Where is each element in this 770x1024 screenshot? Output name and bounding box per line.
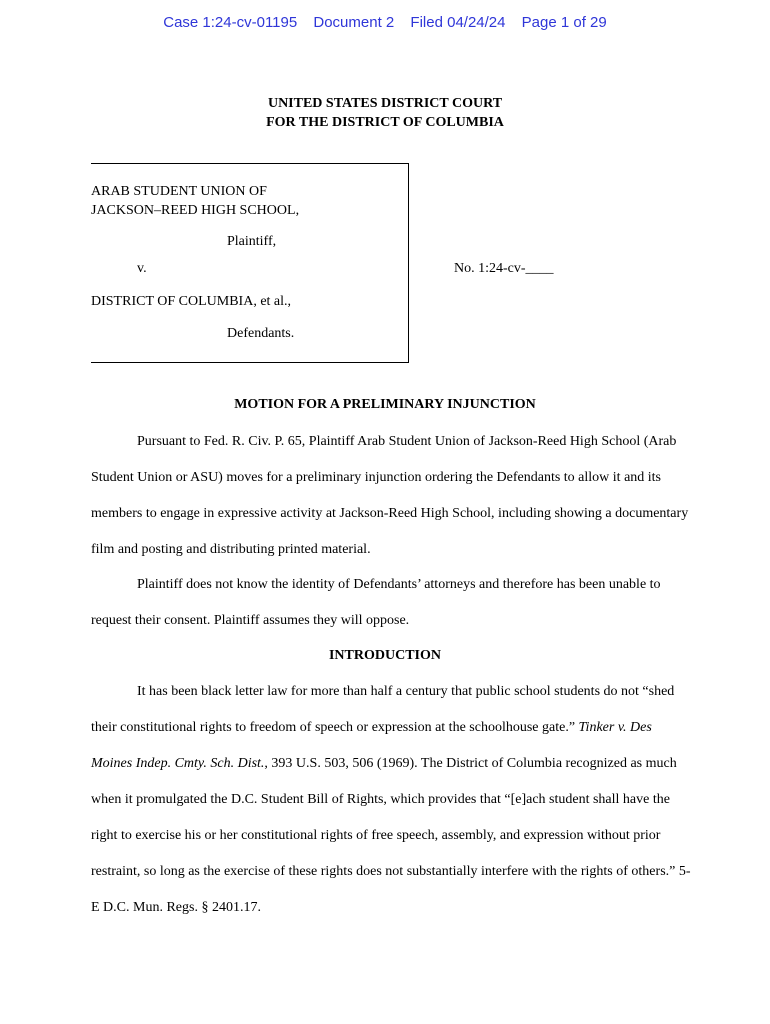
- motion-paragraph-1-text: Pursuant to Fed. R. Civ. P. 65, Plaintiff Arab Student Union of Jackson-Reed High School (Arab Student Union or ASU) moves for a preliminary injunction ordering the Defendants to allow it and its members to engage in expressive activity at Jackson-Reed High School, including showing a documentary film and posting and distributing printed material.: [91, 434, 689, 557]
- motion-paragraph-2-text: Plaintiff does not know the identity of Defendants’ attorneys and therefore has been unable to request their consent. Plaintiff assumes they will oppose.: [91, 577, 661, 628]
- introduction-text-1: It has been black letter law for more than half a century that public school students do not “shed their constitutional rights to freedom of speech or expression at the schoolhouse gate.”: [91, 684, 675, 735]
- defendant-name: DISTRICT OF COLUMBIA, et al.,: [91, 294, 292, 309]
- page-number-stamp: Page 1 of 29: [521, 14, 607, 31]
- plaintiff-role: Plaintiff,: [227, 234, 277, 249]
- court-line-1: UNITED STATES DISTRICT COURT: [267, 96, 503, 111]
- filing-header: [0, 14, 770, 31]
- filed-date-stamp: Filed 04/24/24: [410, 14, 506, 31]
- document-number-stamp: Document 2: [313, 14, 395, 31]
- versus-label: v.: [137, 261, 147, 276]
- case-citation: Tinker v. Des Moines Indep. Cmty. Sch. Dist.: [91, 720, 652, 771]
- court-name: [0, 94, 770, 132]
- case-number: No. 1:24-cv-____: [454, 261, 554, 276]
- motion-paragraph-1: [91, 424, 691, 568]
- plaintiff-name-line-2: JACKSON–REED HIGH SCHOOL,: [91, 203, 300, 218]
- plaintiff-name: [91, 182, 299, 220]
- motion-title: MOTION FOR A PRELIMINARY INJUNCTION: [234, 397, 536, 412]
- motion-paragraph-2: [91, 567, 691, 639]
- introduction-text-2: , 393 U.S. 503, 506 (1969). The District of Columbia recognized as much when it promulgated the D.C. Student Bill of Rights, which provides that “[e]ach student shall have the right to exercise his or her constitutional rights of free speech, assembly, and expression without prior restraint, so long as the exercise of these rights does not substantially interfere with the rights of others.” 5-E D.C. Mun. Regs. § 2401.17.: [91, 756, 691, 915]
- defendant-role: Defendants.: [227, 326, 295, 341]
- court-line-2: FOR THE DISTRICT OF COLUMBIA: [266, 115, 504, 130]
- introduction-paragraph: [91, 674, 691, 926]
- plaintiff-name-line-1: ARAB STUDENT UNION OF: [91, 184, 267, 199]
- case-number-stamp: Case 1:24-cv-01195: [163, 14, 298, 31]
- introduction-heading: INTRODUCTION: [328, 648, 441, 663]
